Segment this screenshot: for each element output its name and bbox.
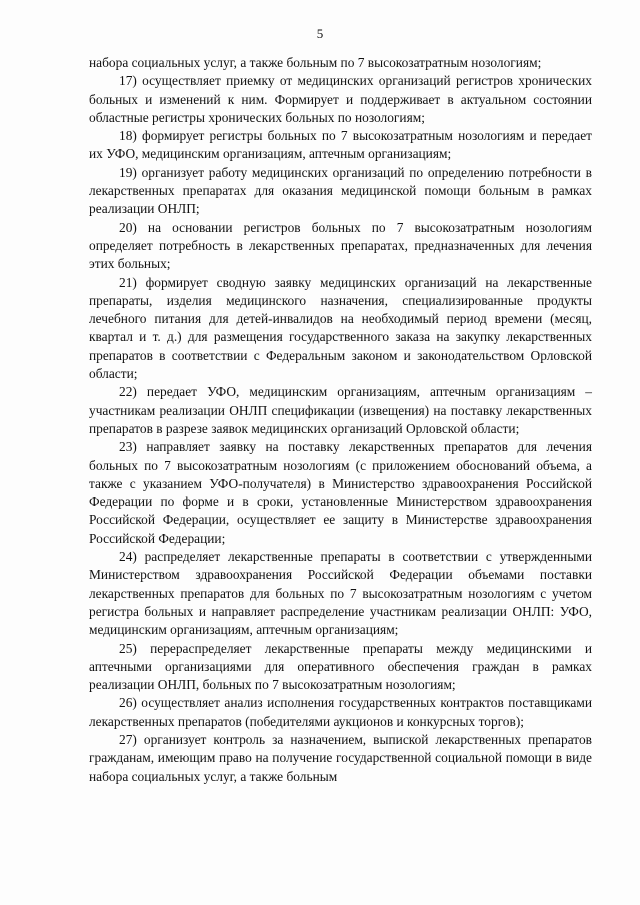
paragraph-item-27: 27) организует контроль за назначением, выпиской лекарственных препаратов гражданам, имеющим право на получение государственной социальной помощи в виде набора социальных услуг, а также больным [89,731,592,784]
paragraph-item-22: 22) передает УФО, медицинским организациям, аптечным организациям – участникам реализации ОНЛП спецификации (извещения) на поставку лекарственных препаратов в разрезе заявок медицинских организаций Орловской области; [89,384,592,436]
paragraph-item-17: 17) осуществляет приемку от медицинских организаций регистров хронических больных и изменений к ним. Формирует и поддерживает в актуальном состоянии областные регистры хронических больных по нозологиям; [89,73,592,125]
paragraph-continuation: набора социальных услуг, а также больным по 7 высокозатратным нозологиям; [89,55,542,70]
document-body [89,54,592,786]
page-number: 5 [316,26,324,41]
paragraph-item-24: 24) распределяет лекарственные препараты в соответствии с утвержденными Министерством здравоохранения Российской Федерации объемами поставки лекарственных препаратов для больных по 7 высокозатратным нозологиям с учетом регистра больных и направляет распределение участникам реализации ОНЛП: УФО, медицинским организациям, аптечным организациям; [89,549,592,638]
paragraph-item-23: 23) направляет заявку на поставку лекарственных препаратов для лечения больных по 7 высокозатратным нозологиям (с приложением обоснований объема, а также с указанием УФО-получателя) в Министерство здравоохранения Российской Федерации по форме и в сроки, установленные Министерством здравоохранения Российской Федерации, осуществляет ее защиту в Министерстве здравоохранения Российской Федерации; [89,439,592,546]
paragraph-item-18: 18) формирует регистры больных по 7 высокозатратным нозологиям и передает их УФО, медицинским организациям, аптечным организациям; [89,128,592,162]
paragraph-item-19: 19) организует работу медицинских организаций по определению потребности в лекарственных препаратах для оказания медицинской помощи больным в рамках реализации ОНЛП; [89,164,592,217]
paragraph-item-21: 21) формирует сводную заявку медицинских организаций на лекарственные препараты, изделия медицинского назначения, специализированные продукты лечебного питания для детей-инвалидов на необходимый период времени (месяц, квартал и т. д.) для размещения государственного заказа на закупку лекарственных препаратов в соответствии с Федеральным законом и законодательством Орловской области; [89,274,592,382]
paragraph-item-26: 26) осуществляет анализ исполнения государственных контрактов поставщиками лекарственных препаратов (победителями аукционов и конкурсных торгов); [89,695,592,729]
paragraph-item-20: 20) на основании регистров больных по 7 высокозатратным нозологиям определяет потребность в лекарственных препаратах, предназначенных для лечения этих больных; [89,219,592,272]
paragraph-item-25: 25) перераспределяет лекарственные препараты между медицинскими и аптечными организациями для оперативного обеспечения граждан в рамках реализации ОНЛП, больных по 7 высокозатратным нозологиям; [89,640,592,693]
